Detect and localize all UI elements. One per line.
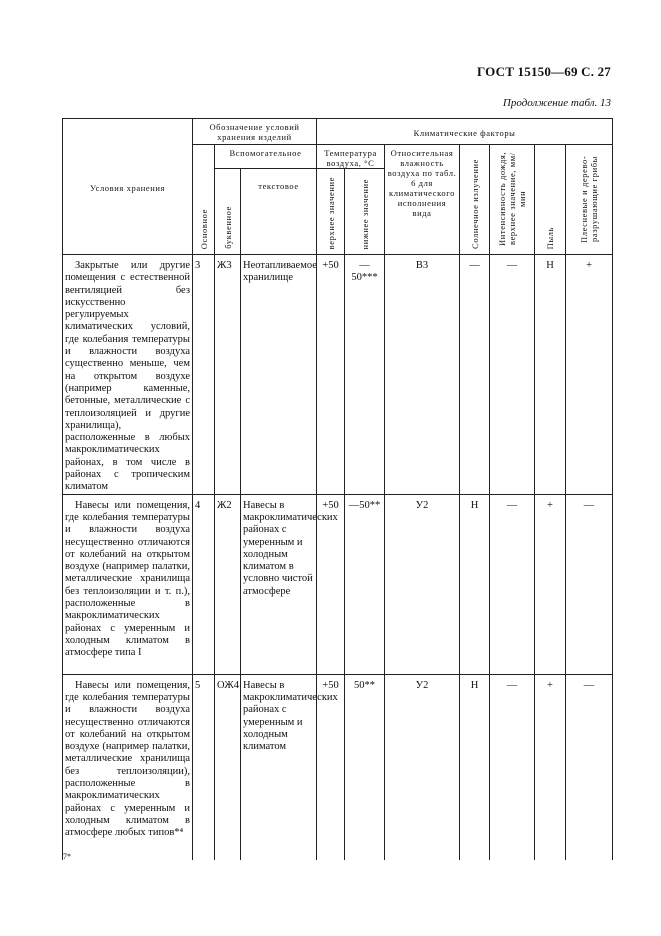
header-textual-label: текстовое [258,181,299,191]
row-fungi: — [566,494,613,674]
row-dust: + [535,674,566,860]
row-fungi: — [566,674,613,860]
row-lower: —50** [345,494,385,674]
row-upper: +50 [317,255,345,495]
row-upper: +50 [317,674,345,860]
header-auxiliary [215,145,317,169]
header-auxiliary-label: Вспомогательное [229,148,302,158]
row-solar: Н [460,494,490,674]
row-humidity: У2 [385,674,460,860]
header-temperature [317,145,385,169]
row-letter: Ж3 [215,255,241,495]
row-condition: Закрытые или другие помещения с естественной вентиляцией без искусственно регулируемых климатических условий, где колебания температуры и влажности воздуха существенно меньше, чем на открытом воздухе (например каменные, бетонные, металлические с теплоизоляцией и другие хранилища), расположенные в любых макроклиматических районах, в том числе в районах с тропическим климатом [63,255,193,495]
row-lower: 50** [345,674,385,860]
row-rain: — [490,494,535,674]
header-lower-label: нижнее значение [359,178,370,249]
footer-mark: 7* [63,852,71,861]
row-letter: Ж2 [215,494,241,674]
row-textual: Неотапливаемое хранилище [241,255,317,495]
header-solar-label: Солнечное излучение [469,159,480,249]
header-designation-group [193,119,317,145]
row-humidity: В3 [385,255,460,495]
header-fungi [566,145,613,255]
row-dust: Н [535,255,566,495]
header-letter [215,169,241,255]
header-rain-label: Интенсивность дождя, верхнее значение, мм/мин [497,151,528,247]
row-basic: 4 [193,494,215,674]
row-textual: Навесы в макроклиматических районах с умеренным и холодным климатом [241,674,317,860]
row-basic: 5 [193,674,215,860]
header-basic-label: Основное [198,208,209,249]
header-humidity [385,145,460,255]
storage-conditions-table [62,118,613,860]
header-conditions-label: Условия хранения [89,183,166,193]
row-basic: 3 [193,255,215,495]
header-rain [490,145,535,255]
page-header: ГОСТ 15150—69 С. 27 [477,64,611,79]
header-designation-label: Обозначение условий хранения изделий [209,122,300,142]
row-upper: +50 [317,494,345,674]
row-lower: —50*** [345,255,385,495]
row-condition: Навесы или помещения, где колебания температуры и влажности воздуха несущественно отличаются от колебаний на открытом воздухе (например палатки, металлические хранилища без теплоизоляции), расположенные в макроклиматических районах с умеренным и холодным климатом в атмосфере любых типов*⁴ [63,674,193,860]
row-humidity: У2 [385,494,460,674]
header-dust [535,145,566,255]
header-solar [460,145,490,255]
header-climatic-group [317,119,613,145]
row-letter: ОЖ4 [215,674,241,860]
header-textual [241,169,317,255]
table-row [63,255,613,495]
row-rain: — [490,255,535,495]
header-humidity-label: Относительная влажность воздуха по табл. 6 для климатического исполнения вида [387,148,457,218]
row-textual: Навесы в макроклиматических районах с умеренным и холодным климатом в условно чистой атмосфере [241,494,317,674]
row-solar: Н [460,674,490,860]
row-fungi: + [566,255,613,495]
table-row [63,494,613,674]
header-upper [317,169,345,255]
header-letter-label: буквенное [222,206,233,249]
header-conditions [63,119,193,255]
row-solar: — [460,255,490,495]
header-upper-label: верхнее значение [325,176,336,249]
header-climatic-label: Климатические факторы [413,128,516,138]
header-fungi-label: Плесневые и дерево-разрушающие грибы [579,155,600,243]
row-condition: Навесы или помещения, где колебания температуры и влажности воздуха несущественно отличаются от колебаний на открытом воздухе (например палатки, металлические хранилища без теплоизоляции и т. п.), расположенные в макроклиматических районах с умеренным и холодным климатом в атмосфере типа I [63,494,193,674]
header-dust-label: Пыль [545,226,556,249]
row-rain: — [490,674,535,860]
table-continuation-label: Продолжение табл. 13 [502,97,611,109]
header-temperature-label: Температура воздуха, °С [324,148,377,168]
row-dust: + [535,494,566,674]
table-row [63,674,613,860]
header-lower [345,169,385,255]
header-basic [193,145,215,255]
